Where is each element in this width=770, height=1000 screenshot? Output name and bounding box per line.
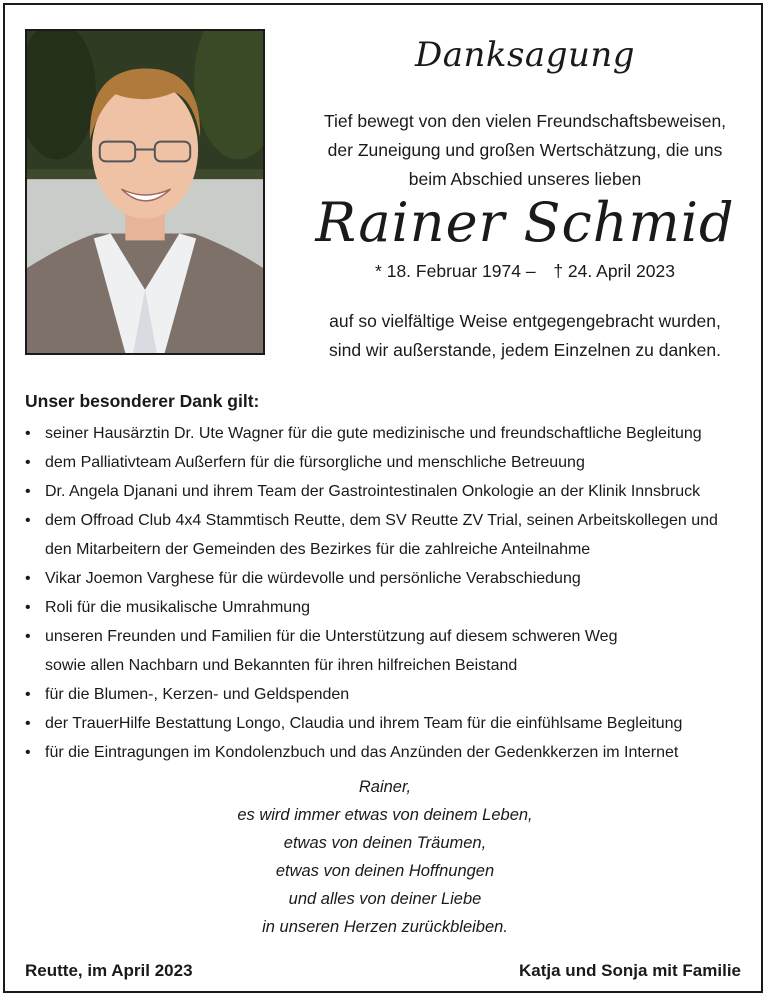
poem-line: etwas von deinen Hoffnungen [275, 862, 495, 880]
thanks-item-text: dem Offroad Club 4x4 Stammtisch Reutte, dem SV Reutte ZV Trial, seinen Arbeitskollegen und [45, 512, 718, 529]
intro-text [295, 107, 755, 194]
place-date: Reutte, im April 2023 [25, 961, 193, 980]
thanks-item [25, 680, 755, 709]
signature: Katja und Sonja mit Familie [519, 961, 741, 980]
birth-date: * 18. Februar 1974 – [375, 261, 536, 281]
bullet-icon: • [25, 454, 31, 471]
thanks-list [25, 419, 755, 767]
bullet-icon: • [25, 744, 31, 761]
closing-text [295, 307, 755, 365]
bullet-icon: • [25, 512, 31, 529]
poem-line: etwas von deinen Träumen, [283, 834, 487, 852]
thanks-item [25, 448, 755, 477]
bullet-icon: • [25, 686, 31, 703]
life-dates [295, 261, 755, 282]
thanks-item [25, 564, 755, 593]
poem-line: es wird immer etwas von deinem Leben, [237, 806, 533, 824]
thanks-item-text: der TrauerHilfe Bestattung Longo, Claudia und ihrem Team für die einfühlsame Begleitung [45, 715, 683, 732]
thanks-item-text: Roli für die musikalische Umrahmung [45, 599, 310, 616]
thanks-item [25, 477, 755, 506]
obituary-card [3, 3, 763, 993]
thanks-item-text: Vikar Joemon Varghese für die würdevolle und persönliche Verabschiedung [45, 570, 581, 587]
closing-line: auf so vielfältige Weise entgegengebracht wurden, [329, 311, 721, 331]
bullet-icon: • [25, 425, 31, 442]
poem-line: Rainer, [358, 778, 412, 796]
thanks-item [25, 738, 755, 767]
bullet-icon: • [25, 715, 31, 732]
poem-line: in unseren Herzen zurückbleiben. [262, 918, 508, 936]
thanks-item-text: für die Eintragungen im Kondolenzbuch und das Anzünden der Gedenkkerzen im Internet [45, 744, 679, 761]
heading-danksagung: Danksagung [414, 35, 636, 75]
bullet-icon: • [25, 570, 31, 587]
thanks-item-text: unseren Freunden und Familien für die Unterstützung auf diesem schweren Weg [45, 628, 618, 645]
thanks-item [25, 419, 755, 448]
thanks-title: Unser besonderer Dank gilt: [25, 391, 260, 411]
intro-line: Tief bewegt von den vielen Freundschaftsbeweisen, [323, 111, 727, 131]
intro-line: der Zuneigung und großen Wertschätzung, die uns [327, 140, 723, 160]
intro-line: beim Abschied unseres lieben [408, 169, 642, 189]
thanks-item [25, 622, 755, 680]
closing-line: sind wir außerstande, jedem Einzelnen zu danken. [328, 340, 722, 360]
thanks-item-text: dem Palliativteam Außerfern für die fürsorgliche und menschliche Betreuung [45, 454, 585, 471]
bullet-icon: • [25, 628, 31, 645]
thanks-item-text: seiner Hausärztin Dr. Ute Wagner für die gute medizinische und freundschaftliche Begleitung [45, 425, 702, 442]
thanks-item [25, 593, 755, 622]
poem-line: und alles von deiner Liebe [288, 890, 482, 908]
thanks-item-text: sowie allen Nachbarn und Bekannten für ihren hilfreichen Beistand [45, 657, 518, 674]
deceased-name: Rainer Schmid [315, 191, 735, 254]
death-date: † 24. April 2023 [553, 261, 675, 281]
bullet-icon: • [25, 599, 31, 616]
thanks-item-text: für die Blumen-, Kerzen- und Geldspenden [45, 686, 350, 703]
portrait-illustration [27, 31, 263, 353]
poem [25, 773, 745, 941]
thanks-item-text: Dr. Angela Djanani und ihrem Team der Gastrointestinalen Onkologie an der Klinik Innsbruck [45, 483, 701, 500]
thanks-item [25, 506, 755, 564]
bullet-icon: • [25, 483, 31, 500]
thanks-item-text: den Mitarbeitern der Gemeinden des Bezirkes für die zahlreiche Anteilnahme [45, 541, 591, 558]
portrait-photo [25, 29, 265, 355]
thanks-item [25, 709, 755, 738]
